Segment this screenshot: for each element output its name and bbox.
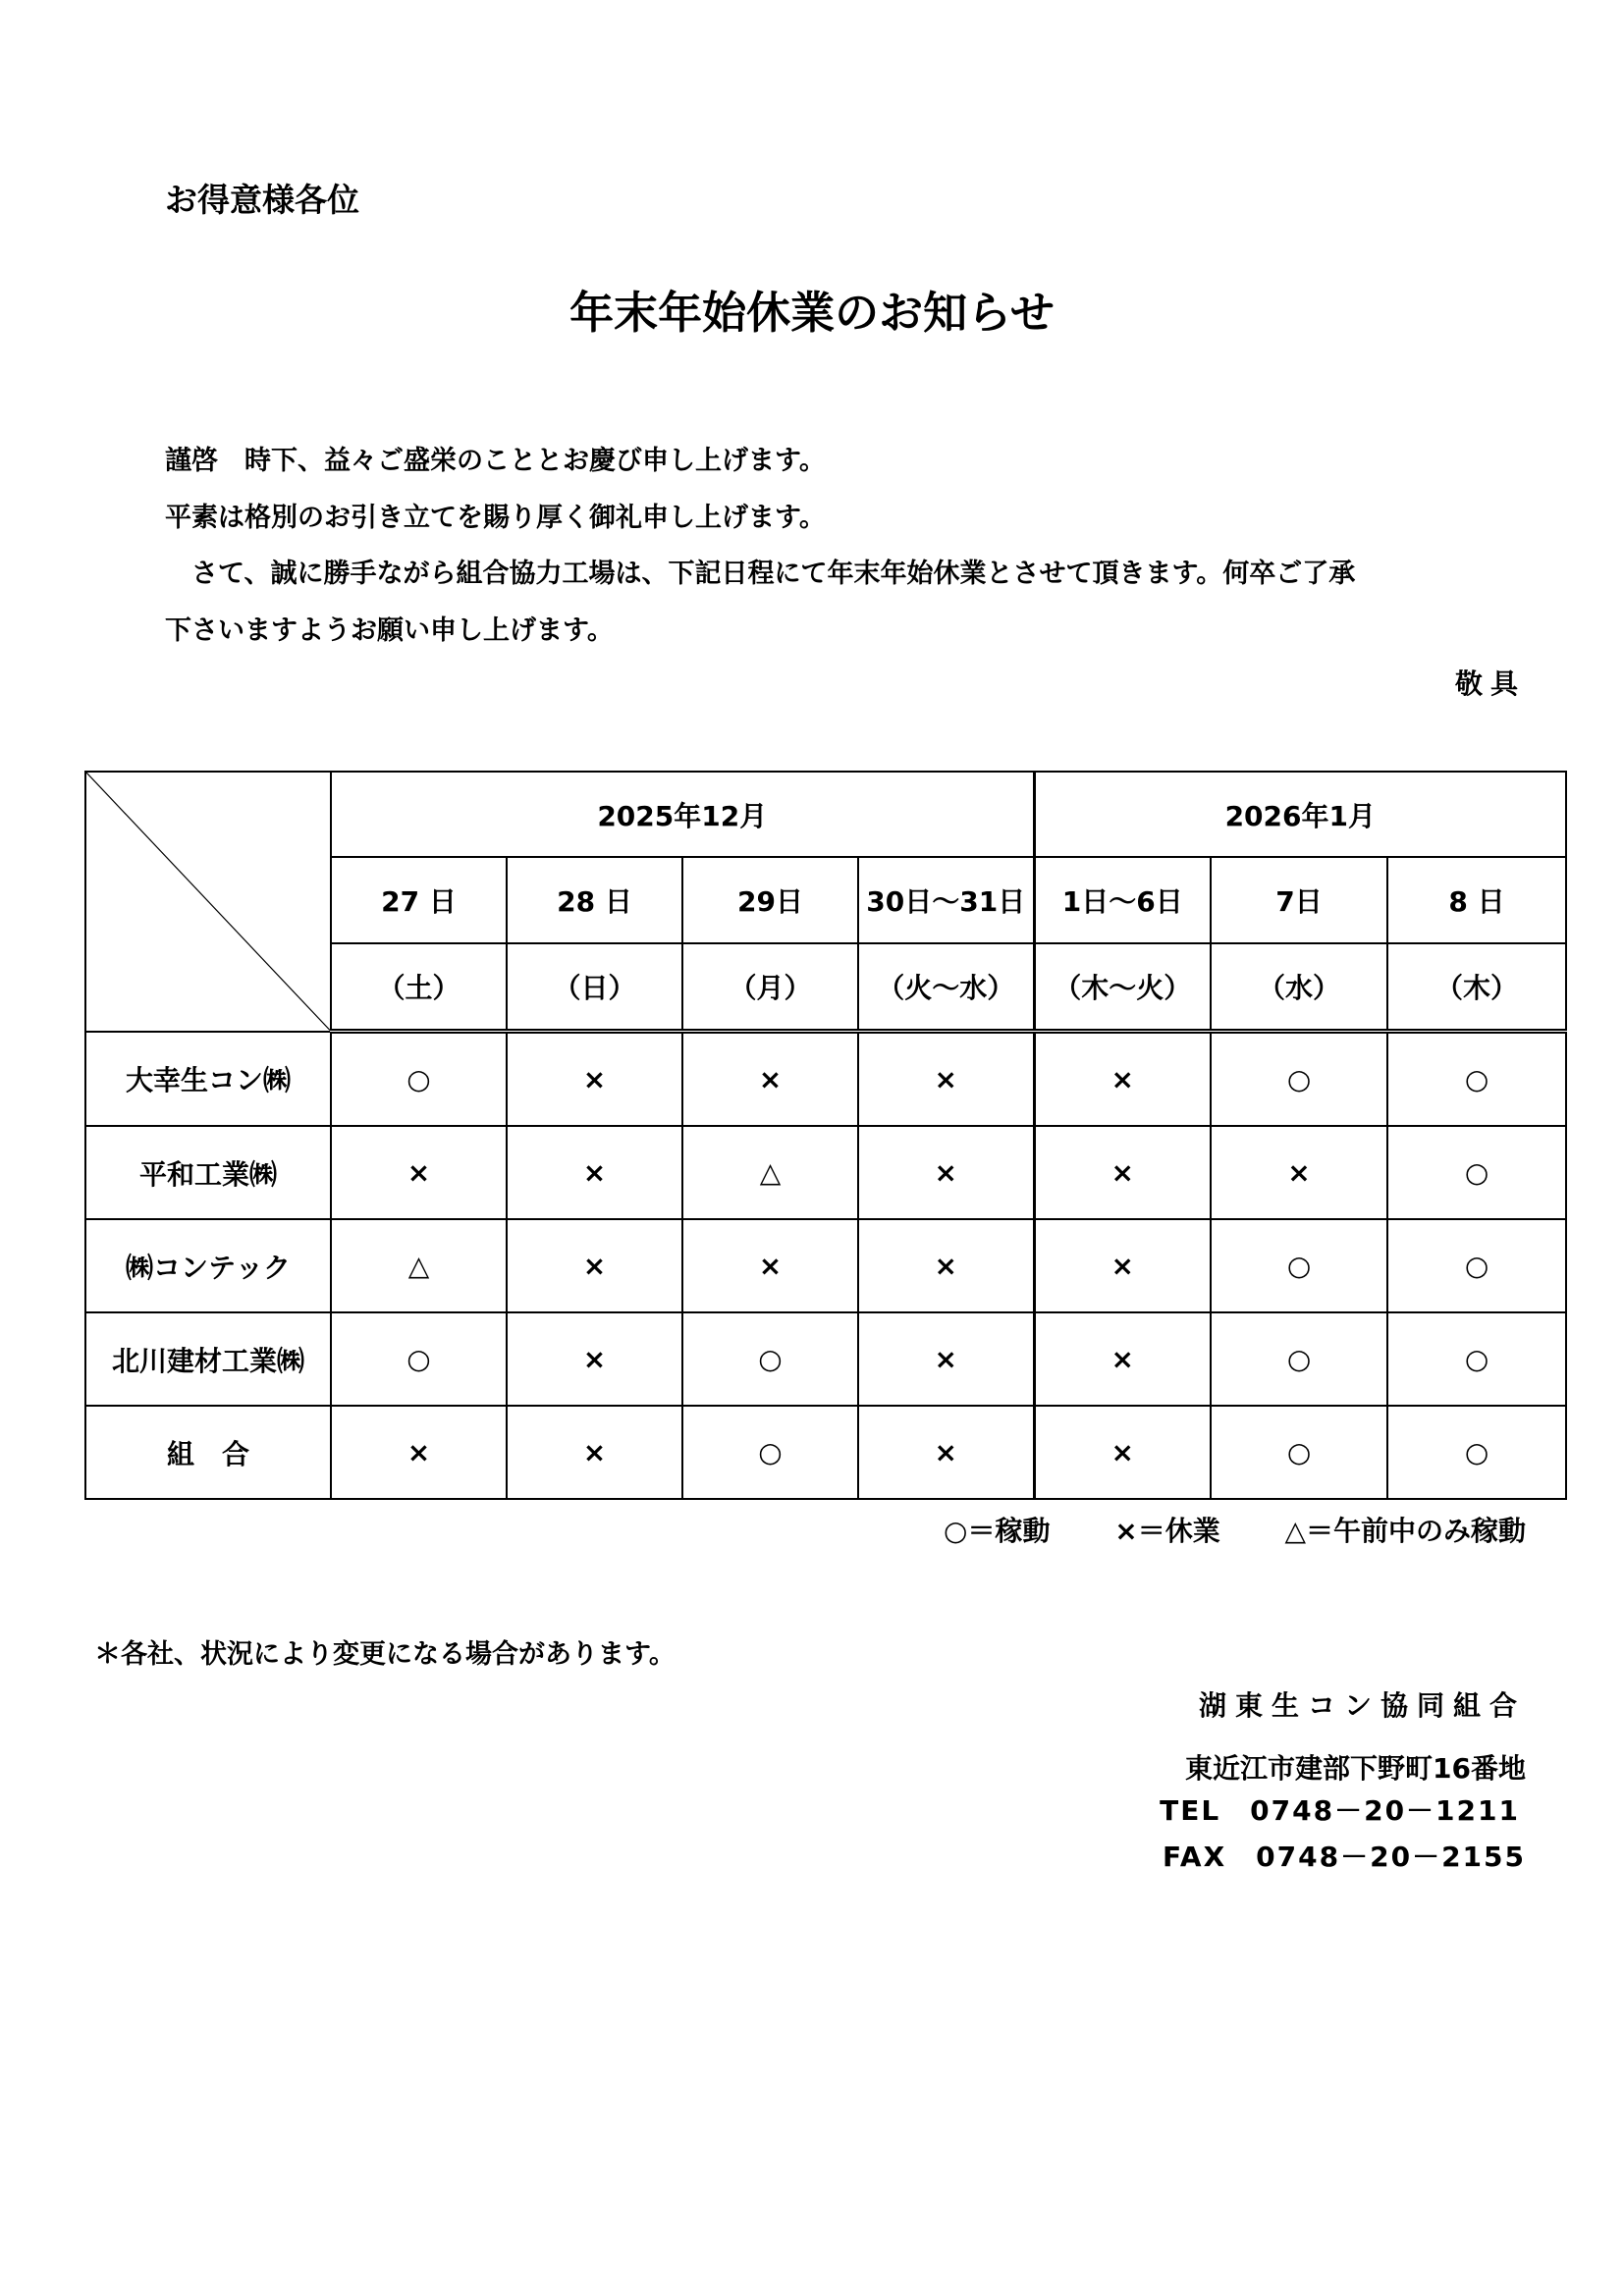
company-name: 平和工業㈱ <box>85 1126 331 1219</box>
status-mark: △ <box>331 1219 507 1312</box>
date-header: 27 日 <box>331 857 507 943</box>
status-mark: ○ <box>1387 1312 1566 1406</box>
body-line-2: 平素は格別のお引き立てを賜り厚く御礼申し上げます。 <box>165 503 826 533</box>
status-mark: × <box>507 1312 682 1406</box>
body-line-4: 下さいますようお願い申し上げます。 <box>165 615 614 646</box>
table-row <box>85 1219 1566 1312</box>
status-mark: × <box>1034 1406 1211 1499</box>
status-mark: ○ <box>682 1406 858 1499</box>
status-mark: × <box>507 1219 682 1312</box>
table-corner <box>85 772 331 1032</box>
status-mark: ○ <box>1387 1219 1566 1312</box>
table-row <box>85 1126 1566 1219</box>
note: ＊各社、状況により変更になる場合があります。 <box>94 1639 676 1670</box>
status-mark: ○ <box>331 1032 507 1127</box>
status-mark: ○ <box>1387 1126 1566 1219</box>
organization-name: 湖東生コン協同組合 <box>1198 1689 1526 1722</box>
organization-address: 東近江市建部下野町16番地 <box>1185 1752 1526 1785</box>
status-mark: × <box>682 1219 858 1312</box>
status-mark: ○ <box>682 1312 858 1406</box>
status-mark: ○ <box>1211 1312 1387 1406</box>
date-header: 1日～6日 <box>1034 857 1211 943</box>
status-mark: × <box>1034 1219 1211 1312</box>
month-header-jan: 2026年1月 <box>1034 772 1566 857</box>
weekday-header: （水） <box>1211 943 1387 1032</box>
status-mark: × <box>858 1312 1034 1406</box>
date-header: 30日～31日 <box>858 857 1034 943</box>
table-row <box>85 1312 1566 1406</box>
table-row <box>85 1406 1566 1499</box>
legend-closed: ×＝休業 <box>1114 1515 1220 1547</box>
company-name: 北川建材工業㈱ <box>85 1312 331 1406</box>
status-mark: × <box>1034 1032 1211 1127</box>
status-mark: × <box>858 1126 1034 1219</box>
weekday-header: （木～火） <box>1034 943 1211 1032</box>
status-mark: × <box>331 1406 507 1499</box>
body-line-1: 謹啓 時下、益々ご盛栄のこととお慶び申し上げます。 <box>165 446 826 476</box>
schedule-table <box>84 771 1567 1500</box>
status-mark: ○ <box>1211 1406 1387 1499</box>
legend-morning: △＝午前中のみ稼動 <box>1284 1515 1526 1547</box>
weekday-header: （木） <box>1387 943 1566 1032</box>
status-mark: △ <box>682 1126 858 1219</box>
date-header: 29日 <box>682 857 858 943</box>
corner-diagonal <box>86 773 330 1031</box>
status-mark: × <box>507 1126 682 1219</box>
status-mark: ○ <box>1211 1032 1387 1127</box>
status-mark: × <box>858 1406 1034 1499</box>
weekday-header: （月） <box>682 943 858 1032</box>
weekday-header: （火～水） <box>858 943 1034 1032</box>
status-mark: ○ <box>1387 1406 1566 1499</box>
legend-operating: ○＝稼動 <box>944 1515 1051 1547</box>
status-mark: × <box>331 1126 507 1219</box>
status-mark: × <box>858 1032 1034 1127</box>
status-mark: × <box>507 1032 682 1127</box>
company-name: 大幸生コン㈱ <box>85 1032 331 1127</box>
status-mark: ○ <box>1211 1219 1387 1312</box>
company-name: ㈱コンテック <box>85 1219 331 1312</box>
weekday-header: （日） <box>507 943 682 1032</box>
page-title: 年末年始休業のお知らせ <box>569 287 1055 339</box>
legend <box>889 1510 1526 1549</box>
date-header: 8 日 <box>1387 857 1566 943</box>
status-mark: × <box>858 1219 1034 1312</box>
date-header: 7日 <box>1211 857 1387 943</box>
table-row <box>85 1032 1566 1127</box>
weekday-header: （土） <box>331 943 507 1032</box>
closing: 敬具 <box>1454 667 1526 700</box>
status-mark: × <box>1034 1312 1211 1406</box>
organization-fax: FAX 0748－20－2155 <box>1163 1841 1526 1873</box>
status-mark: ○ <box>331 1312 507 1406</box>
organization-tel: TEL 0748－20－1211 <box>1160 1794 1520 1827</box>
body-line-3: さて、誠に勝手ながら組合協力工場は、下記日程にて年末年始休業とさせて頂きます。何卒ご了承 <box>165 559 1356 589</box>
status-mark: ○ <box>1387 1032 1566 1127</box>
addressee: お得意様各位 <box>165 181 359 219</box>
month-header-dec: 2025年12月 <box>331 772 1034 857</box>
status-mark: × <box>1034 1126 1211 1219</box>
status-mark: × <box>682 1032 858 1127</box>
date-header: 28 日 <box>507 857 682 943</box>
status-mark: × <box>507 1406 682 1499</box>
company-name: 組 合 <box>85 1406 331 1499</box>
status-mark: × <box>1211 1126 1387 1219</box>
